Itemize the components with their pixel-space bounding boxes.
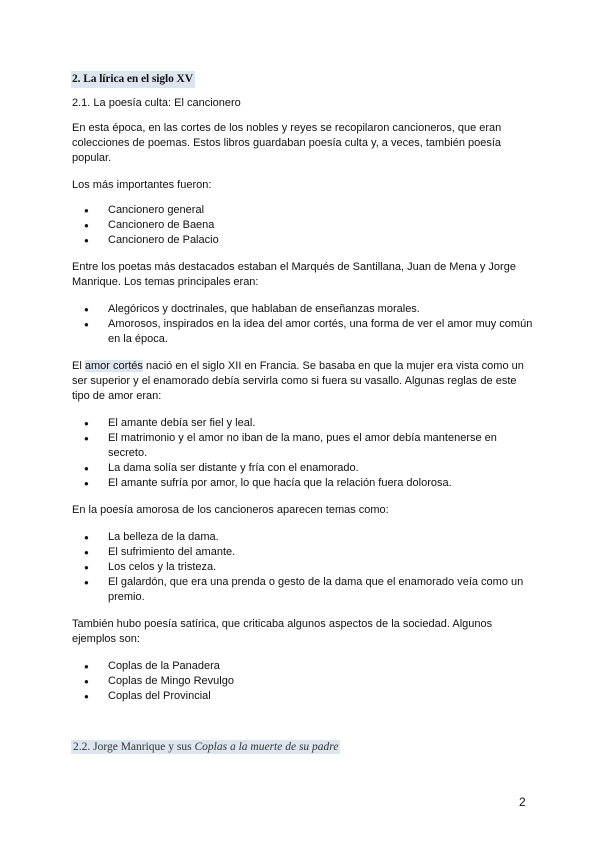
- subsection-heading: 2.1. La poesía culta: El cancionero: [72, 97, 241, 109]
- list-item: ● Cancionero general: [72, 203, 534, 218]
- cancioneros-list: [72, 203, 534, 248]
- amorosa-paragraph: En la poesía amorosa de los cancioneros aparecen temas como:: [72, 504, 389, 516]
- heading-prefix: 2.2. Jorge Manrique y sus: [73, 741, 195, 753]
- list-item: ● Coplas de Mingo Revulgo: [72, 674, 534, 689]
- list-item: ● Cancionero de Baena: [72, 218, 534, 233]
- list-item: ● El amante debía ser fiel y leal.: [72, 416, 534, 431]
- poets-paragraph: Entre los poetas más destacados estaban el Marqués de Santillana, Juan de Mena y Jorge Manrique. Los temas principales eran:: [72, 261, 516, 288]
- list-item: ● Amorosos, inspirados en la idea del amor cortés, una forma de ver el amor muy común en la época.: [72, 317, 534, 347]
- satirica-paragraph: También hubo poesía satírica, que criticaba algunos aspectos de la sociedad. Algunos ejemplos son:: [72, 618, 493, 645]
- text-span: El: [72, 360, 85, 372]
- list-item: ● La belleza de la dama.: [72, 530, 534, 545]
- temas-amorosos-list: [72, 530, 534, 605]
- list-item: ● Coplas de la Panadera: [72, 659, 534, 674]
- list-item: ● El sufrimiento del amante.: [72, 545, 534, 560]
- page-content: [72, 71, 534, 716]
- section-heading-manrique: [71, 740, 340, 754]
- list-item: ● Los celos y la tristeza.: [72, 560, 534, 575]
- intro-paragraph: En esta época, en las cortes de los nobles y reyes se recopilaron cancioneros, que eran colecciones de poemas. Estos libros guardaban poesía culta y, a veces, también poesía popular.: [72, 122, 502, 164]
- list-item: ● El matrimonio y el amor no iban de la mano, pues el amor debía mantenerse en secreto.: [72, 431, 534, 461]
- list-item: ● Coplas del Provincial: [72, 689, 534, 704]
- list-item: ● El galardón, que era una prenda o gesto de la dama que el enamorado veía como un premio.: [72, 575, 534, 605]
- list-item: ● El amante sufría por amor, lo que hacía que la relación fuera dolorosa.: [72, 476, 534, 491]
- reglas-list: [72, 416, 534, 491]
- temas-list: [72, 302, 534, 347]
- amor-cortes-paragraph: [72, 359, 534, 404]
- text-span: nació en el siglo XII en Francia. Se basaba en que la mujer era vista como un ser superior y el enamorado debía servirla como si fuera su vasallo. Algunas reglas de este tipo de amor eran:: [72, 360, 524, 402]
- highlighted-term: amor cortés: [84, 360, 143, 372]
- page-number: 2: [519, 795, 526, 809]
- list-item: ● Alegóricos y doctrinales, que hablaban de enseñanzas morales.: [72, 302, 534, 317]
- section-heading: 2. La lírica en el siglo XV: [71, 71, 195, 88]
- important-label: Los más importantes fueron:: [72, 179, 212, 191]
- coplas-list: [72, 659, 534, 704]
- heading-italic-title: Coplas a la muerte de su padre: [194, 741, 339, 753]
- list-item: ● La dama solía ser distante y fría con el enamorado.: [72, 461, 534, 476]
- list-item: ● Cancionero de Palacio: [72, 233, 534, 248]
